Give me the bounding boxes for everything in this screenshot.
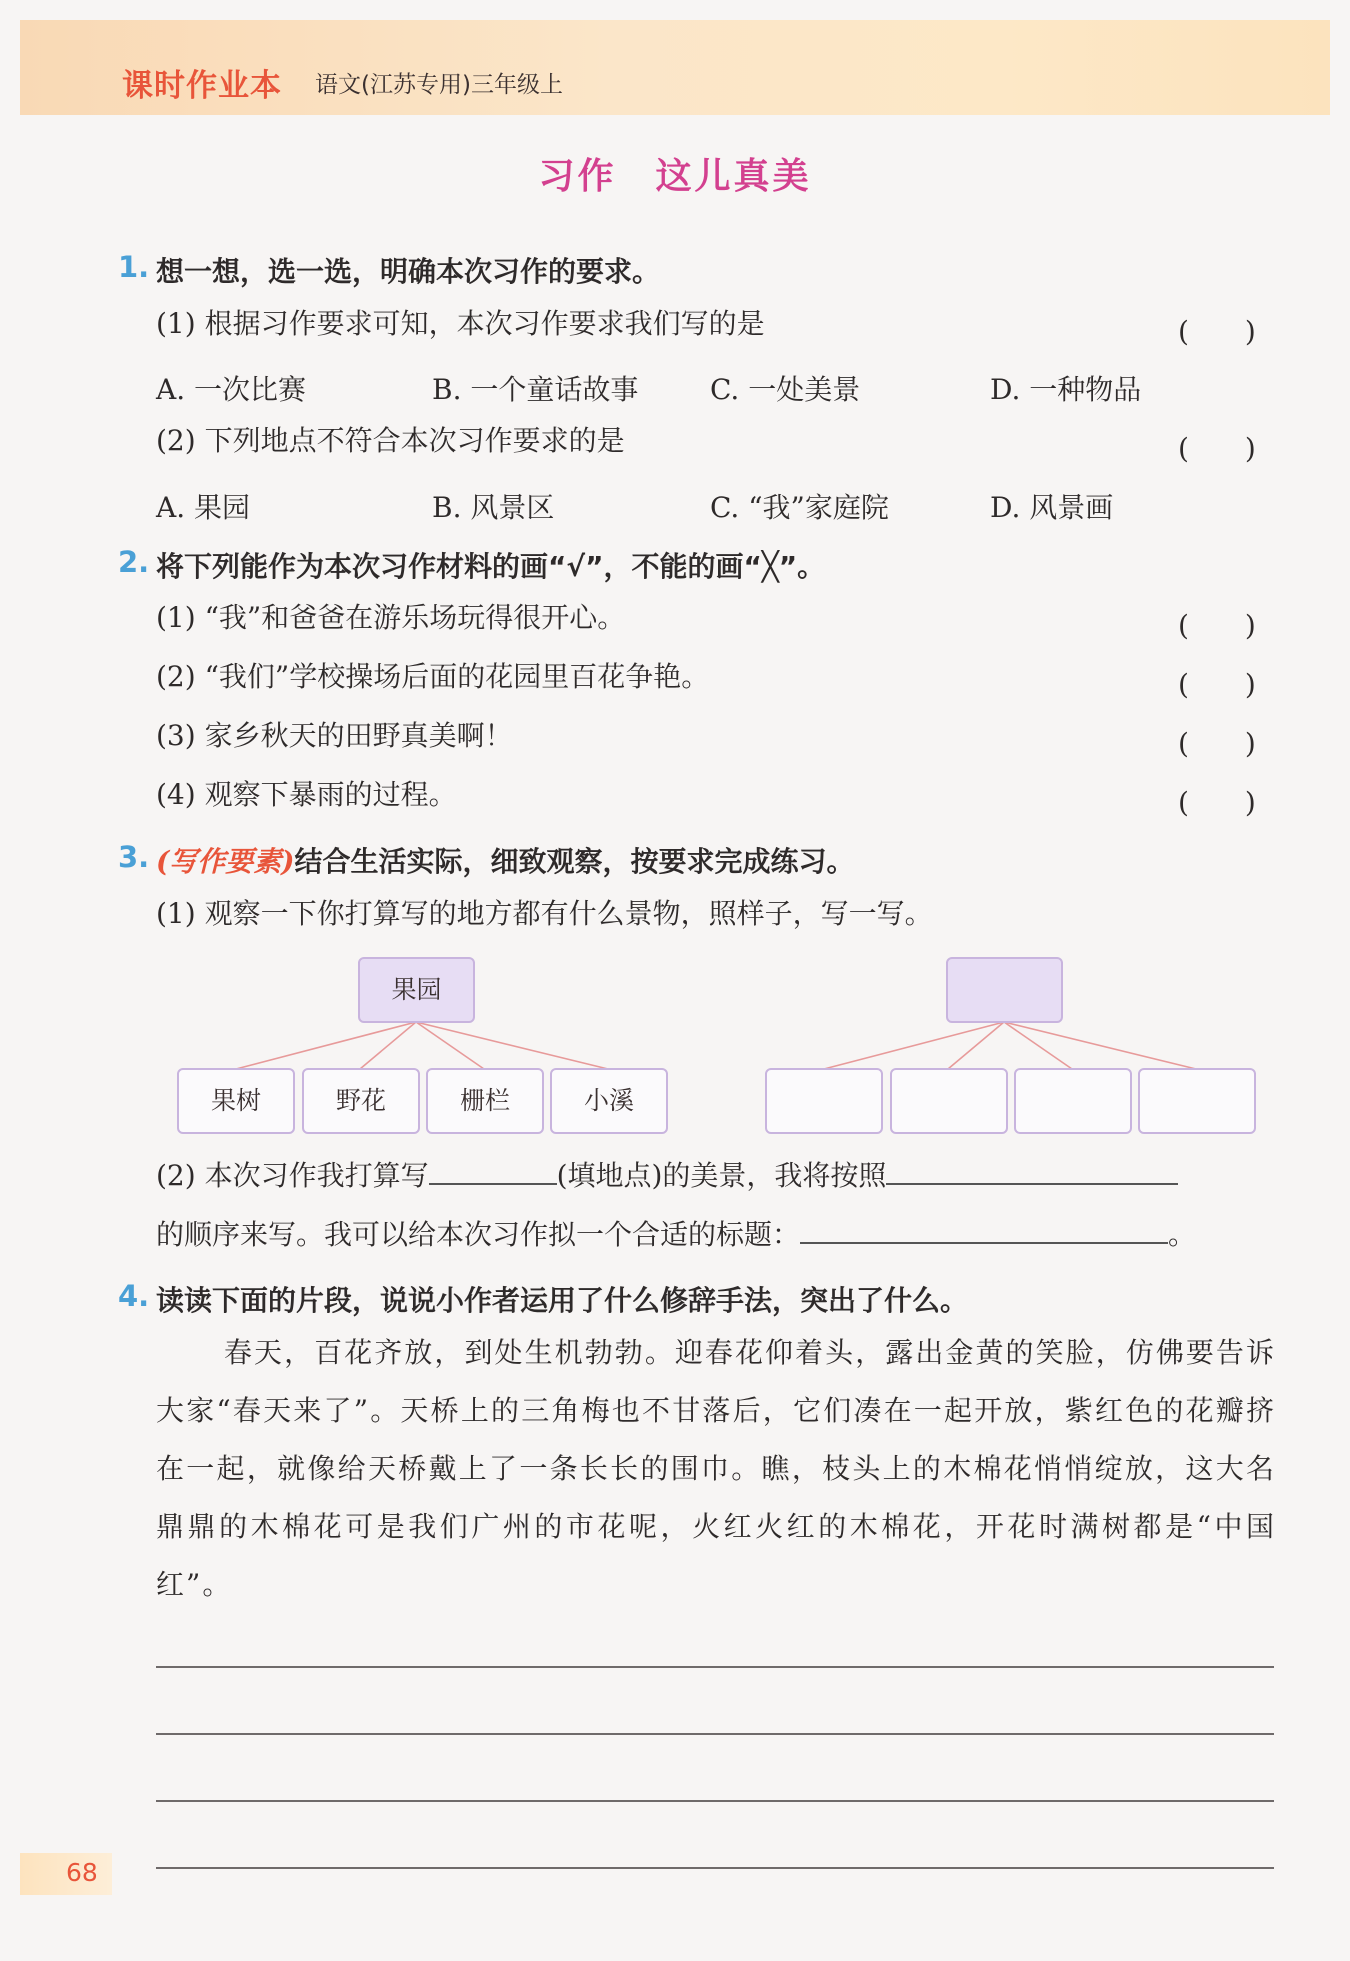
- q2-item-2: (2) “我们”学校操场后面的花园里百花争艳。: [156, 660, 710, 693]
- q1-number: 1.: [118, 250, 150, 284]
- answer-tree-leaf-2[interactable]: [890, 1068, 1008, 1134]
- q2-item-4-answer[interactable]: ( ): [1178, 786, 1256, 819]
- answer-tree-root[interactable]: [946, 957, 1063, 1023]
- q1-sub2-option-c[interactable]: C. “我”家庭院: [710, 491, 889, 524]
- q1-sub1-answer[interactable]: ( ): [1178, 315, 1256, 348]
- q1-sub2-option-d[interactable]: D. 风景画: [990, 491, 1114, 524]
- q2-item-4: (4) 观察下暴雨的过程。: [156, 778, 457, 811]
- q3-sub2-text-b: (填地点)的美景，我将按照: [556, 1159, 887, 1192]
- q3-number: 3.: [118, 840, 150, 874]
- q2-item-2-answer[interactable]: ( ): [1178, 668, 1256, 701]
- page-title: 习作 这儿真美: [538, 156, 812, 197]
- page-number: 68: [66, 1858, 98, 1887]
- q2-number: 2.: [118, 545, 150, 579]
- writing-line-1[interactable]: [156, 1666, 1274, 1668]
- example-tree-leaf-2: 野花: [302, 1068, 420, 1134]
- place-blank[interactable]: [429, 1183, 557, 1185]
- order-blank[interactable]: [886, 1183, 1178, 1185]
- example-tree-leaf-3: 栅栏: [426, 1068, 544, 1134]
- example-tree-leaf-1: 果树: [177, 1068, 295, 1134]
- q2-item-3: (3) 家乡秋天的田野真美啊！: [156, 719, 513, 752]
- q3-sub2-text-a: (2) 本次习作我打算写: [156, 1159, 429, 1192]
- example-tree-root: 果园: [358, 957, 475, 1023]
- answer-tree-leaf-3[interactable]: [1014, 1068, 1132, 1134]
- writing-line-4[interactable]: [156, 1867, 1274, 1869]
- q1-sub1: (1) 根据习作要求可知，本次习作要求我们写的是: [156, 307, 765, 340]
- q3-sub2-text-c: 的顺序来写。我可以给本次习作拟一个合适的标题：: [156, 1218, 801, 1251]
- q1-sub2-option-a[interactable]: A. 果园: [156, 491, 251, 524]
- answer-tree-leaf-4[interactable]: [1138, 1068, 1256, 1134]
- q4-passage: 春天，百花齐放，到处生机勃勃。迎春花仰着头，露出金黄的笑脸，仿佛要告诉大家“春天来了”。天桥上的三角梅也不甘落后，它们凑在一起开放，紫红色的花瓣挤在一起，就像给天桥戴上了一条长长的围巾。瞧，枝头上的木棉花悄悄绽放，这大名鼎鼎的木棉花可是我们广州的市花呢，火红火红的木棉花，开花时满树都是“中国红”。: [156, 1336, 1276, 1601]
- answer-tree-leaf-1[interactable]: [765, 1068, 883, 1134]
- q2-item-1: (1) “我”和爸爸在游乐场玩得很开心。: [156, 601, 626, 634]
- title-blank[interactable]: [800, 1242, 1168, 1244]
- q2-heading: 将下列能作为本次习作材料的画“√”，不能的画“╳”。: [156, 550, 826, 583]
- writing-line-2[interactable]: [156, 1733, 1274, 1735]
- q3-tag: (写作要素): [156, 845, 295, 878]
- q4-heading: 读读下面的片段，说说小作者运用了什么修辞手法，突出了什么。: [156, 1284, 969, 1317]
- q1-heading: 想一想，选一选，明确本次习作的要求。: [156, 255, 661, 288]
- q1-sub2-answer[interactable]: ( ): [1178, 432, 1256, 465]
- q1-sub1-option-a[interactable]: A. 一次比赛: [156, 373, 307, 406]
- q3-sub1: (1) 观察一下你打算写的地方都有什么景物，照样子，写一写。: [156, 897, 933, 930]
- q3-heading-text: 结合生活实际，细致观察，按要求完成练习。: [294, 845, 855, 878]
- q4-number: 4.: [118, 1279, 150, 1313]
- q1-sub1-option-b[interactable]: B. 一个童话故事: [432, 373, 639, 406]
- q3-sub2-line1: [156, 1159, 1178, 1192]
- q3-sub2-period: 。: [1168, 1218, 1197, 1251]
- book-subject: 语文(江苏专用)三年级上: [315, 72, 563, 98]
- q3-sub2-line2: [156, 1218, 1197, 1251]
- q2-item-3-answer[interactable]: ( ): [1178, 727, 1256, 760]
- q1-sub2-option-b[interactable]: B. 风景区: [432, 491, 555, 524]
- q1-sub2: (2) 下列地点不符合本次习作要求的是: [156, 424, 625, 457]
- book-brand: 课时作业本: [122, 68, 282, 104]
- example-tree-leaf-4: 小溪: [550, 1068, 668, 1134]
- writing-line-3[interactable]: [156, 1800, 1274, 1802]
- q1-sub1-option-d[interactable]: D. 一种物品: [990, 373, 1142, 406]
- q2-item-1-answer[interactable]: ( ): [1178, 609, 1256, 642]
- q1-sub1-option-c[interactable]: C. 一处美景: [710, 373, 861, 406]
